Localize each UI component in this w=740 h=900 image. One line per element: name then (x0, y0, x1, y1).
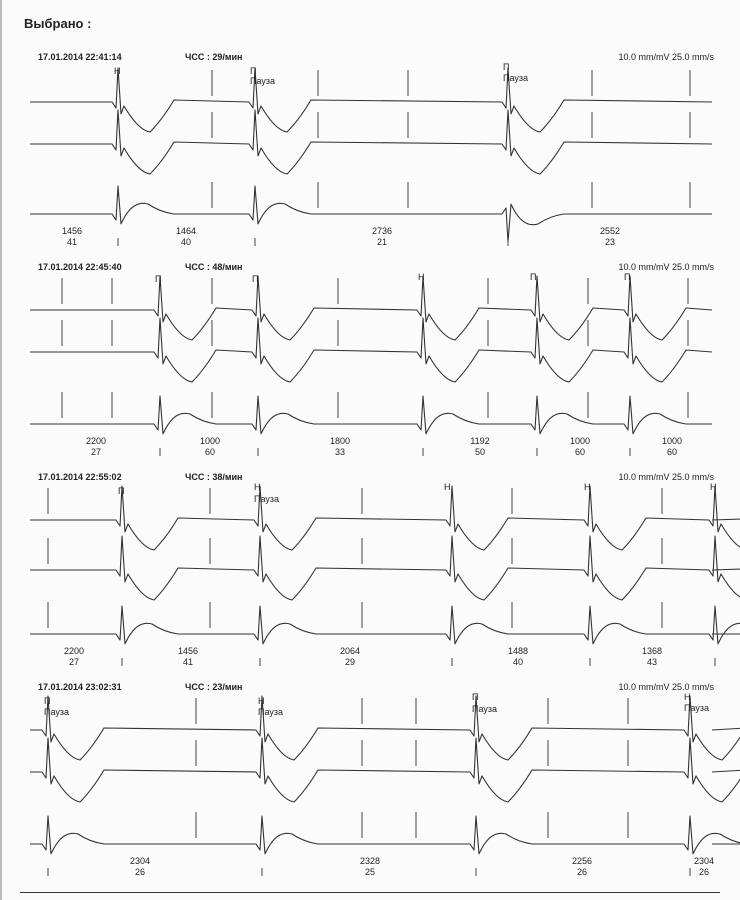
rr-bpm: 25 (364, 867, 375, 877)
ecg-lead-trace (30, 816, 740, 854)
ecg-lead-trace (30, 68, 712, 132)
beat-note: Пауза (250, 76, 276, 86)
rr-interval (560, 436, 600, 458)
rr-bpm: 27 (90, 447, 101, 457)
ecg-lead-trace (30, 110, 712, 174)
beat-marker: H (684, 692, 691, 702)
rr-bpm: 43 (646, 657, 657, 667)
rr-interval (76, 436, 116, 458)
rr-bpm: 26 (576, 867, 587, 877)
ecg-traces (0, 52, 740, 252)
rr-interval (362, 226, 402, 248)
beat-marker: П (118, 486, 125, 496)
rr-interval (350, 856, 390, 878)
rr-bpm: 60 (574, 447, 585, 457)
rr-ms: 1000 (569, 436, 591, 446)
rr-bpm: 41 (182, 657, 193, 667)
rr-bpm: 23 (604, 237, 615, 247)
rr-ms: 1800 (329, 436, 351, 446)
rr-interval (190, 436, 230, 458)
beat-marker: П (503, 62, 510, 72)
rr-bpm: 40 (512, 657, 523, 667)
rr-ms: 1000 (661, 436, 683, 446)
ecg-lead-trace (30, 276, 712, 340)
ecg-lead-trace (30, 738, 740, 802)
page-bottom-rule (20, 892, 720, 893)
ecg-traces (0, 262, 740, 462)
rr-bpm: 27 (68, 657, 79, 667)
beat-marker: П (530, 272, 537, 282)
rr-ms: 1368 (641, 646, 663, 656)
beat-marker: П (155, 274, 162, 284)
rr-ms: 2552 (599, 226, 621, 236)
rr-ms: 1192 (470, 436, 490, 446)
beat-marker: H (444, 482, 451, 492)
rr-interval (320, 436, 360, 458)
beat-marker: H (254, 482, 261, 492)
ecg-strip-2 (0, 262, 740, 462)
beat-marker: П (44, 696, 51, 706)
ecg-lead-trace (30, 396, 712, 434)
rr-bpm: 40 (180, 237, 191, 247)
beat-marker: H (418, 272, 425, 282)
beat-note: Пауза (472, 704, 498, 714)
beat-marker: П (250, 66, 257, 76)
rr-bpm: 41 (66, 237, 77, 247)
rr-ms: 2064 (339, 646, 361, 656)
rr-interval (120, 856, 160, 878)
strip-heart-rate: ЧСС : 23/мин (185, 682, 243, 692)
rr-ms: 1456 (177, 646, 199, 656)
rr-ms: 1000 (199, 436, 221, 446)
rr-bpm: 29 (344, 657, 355, 667)
strip-scale: 10.0 mm/mV 25.0 mm/s (618, 682, 714, 692)
rr-ms: 2328 (359, 856, 381, 866)
rr-ms: 1488 (507, 646, 529, 656)
beat-note: Пауза (44, 707, 70, 717)
rr-interval (498, 646, 538, 668)
rr-interval (330, 646, 370, 668)
rr-bpm: 21 (376, 237, 387, 247)
beat-marker: H (114, 66, 121, 76)
rr-interval (590, 226, 630, 248)
beat-note: Пауза (684, 703, 710, 713)
ecg-lead-trace (30, 318, 712, 382)
beat-note: Пауза (254, 494, 280, 504)
strip-heart-rate: ЧСС : 29/мин (185, 52, 243, 62)
beat-marker: П (624, 272, 631, 282)
rr-ms: 2736 (371, 226, 393, 236)
ecg-lead-trace (30, 486, 740, 550)
strip-timestamp: 17.01.2014 23:02:31 (38, 682, 122, 692)
ecg-lead-trace (30, 696, 740, 760)
rr-interval (166, 226, 206, 248)
strip-heart-rate: ЧСС : 48/мин (185, 262, 243, 272)
rr-interval (652, 436, 692, 458)
strip-heart-rate: ЧСС : 38/мин (185, 472, 243, 482)
rr-interval (562, 856, 602, 878)
rr-interval (52, 226, 92, 248)
strip-scale: 10.0 mm/mV 25.0 mm/s (618, 262, 714, 272)
beat-marker: H (584, 482, 591, 492)
rr-bpm: 60 (666, 447, 677, 457)
rr-ms: 2304 (129, 856, 151, 866)
beat-marker: П (252, 274, 259, 284)
rr-interval (460, 436, 500, 458)
ecg-traces (0, 472, 740, 672)
strip-timestamp: 17.01.2014 22:41:14 (38, 52, 122, 62)
rr-bpm: 50 (474, 447, 485, 457)
rr-ms: 2256 (571, 856, 593, 866)
rr-bpm: 60 (204, 447, 215, 457)
ecg-lead-trace (30, 536, 740, 600)
rr-interval (168, 646, 208, 668)
rr-ms: 1456 (61, 226, 83, 236)
ecg-strip-1 (0, 52, 740, 252)
rr-bpm: 26 (134, 867, 145, 877)
strip-timestamp: 17.01.2014 22:55:02 (38, 472, 122, 482)
beat-note: Пауза (503, 73, 529, 83)
rr-bpm: 33 (334, 447, 345, 457)
ecg-lead-trace (30, 606, 740, 644)
beat-marker: H (710, 482, 717, 492)
strip-timestamp: 17.01.2014 22:45:40 (38, 262, 122, 272)
strip-scale: 10.0 mm/mV 25.0 mm/s (618, 472, 714, 482)
rr-interval (684, 856, 724, 878)
ecg-strip-4 (0, 682, 740, 882)
ecg-strip-3 (0, 472, 740, 672)
rr-ms: 2304 (693, 856, 715, 866)
beat-marker: П (472, 692, 479, 702)
beat-note: Пауза (258, 707, 284, 717)
ecg-traces (0, 682, 740, 882)
rr-ms: 1464 (175, 226, 197, 236)
beat-marker: H (258, 696, 265, 706)
rr-bpm: 26 (698, 867, 709, 877)
page-title: Выбрано : (24, 16, 92, 31)
rr-interval (54, 646, 94, 668)
rr-ms: 2200 (63, 646, 85, 656)
rr-interval (632, 646, 672, 668)
rr-ms: 2200 (85, 436, 107, 446)
strip-scale: 10.0 mm/mV 25.0 mm/s (618, 52, 714, 62)
